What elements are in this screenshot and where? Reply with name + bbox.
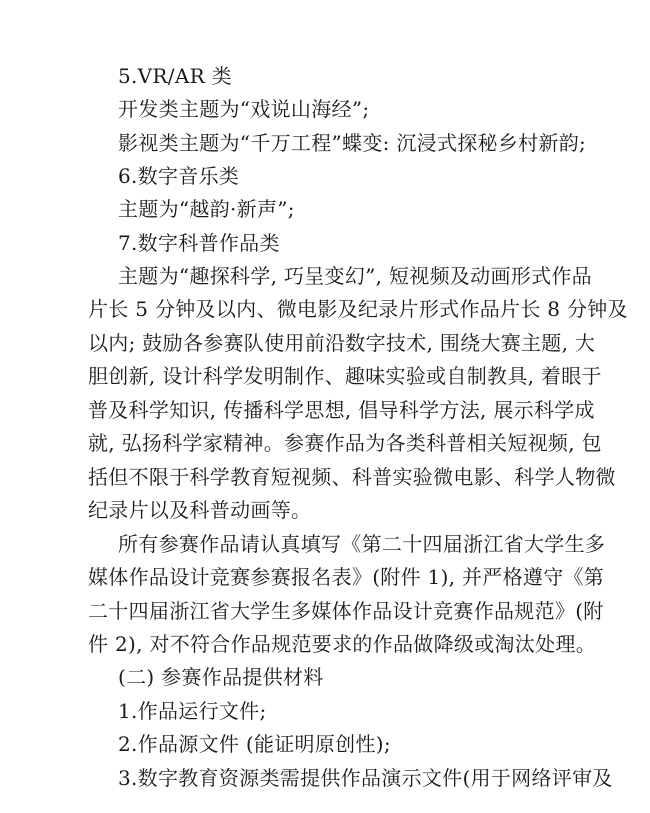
submission-paragraph-line: 所有参赛作品请认真填写《第二十四届浙江省大学生多: [118, 532, 606, 556]
music-theme: 主题为“越韵·新声”;: [118, 197, 295, 221]
science-paragraph-line: 胆创新, 设计科学发明制作、趣味实验或自制教具, 着眼于: [88, 364, 602, 388]
science-paragraph-line: 括但不限于科学教育短视频、科普实验微电影、科学人物微: [88, 465, 616, 489]
submission-paragraph-line: 媒体作品设计竞赛参赛报名表》(附件 1), 并严格遵守《第: [88, 565, 605, 589]
submission-paragraph-line: 二十四届浙江省大学生多媒体作品设计竞赛作品规范》(附: [88, 599, 604, 623]
science-paragraph-line: 以内; 鼓励各参赛队使用前沿数字技术, 围绕大赛主题, 大: [88, 331, 596, 355]
materials-item-3: 3.数字教育资源类需提供作品演示文件(用于网络评审及: [118, 766, 613, 790]
submission-paragraph-line: 件 2), 对不符合作品规范要求的作品做降级或淘汰处理。: [88, 632, 596, 656]
science-paragraph-line: 片长 5 分钟及以内、微电影及纪录片形式作品片长 8 分钟及: [88, 297, 628, 321]
section-materials-heading: (二) 参赛作品提供材料: [118, 665, 324, 689]
item-science-heading: 7.数字科普作品类: [118, 231, 280, 255]
science-paragraph-line: 普及科学知识, 传播科学思想, 倡导科学方法, 展示科学成: [88, 398, 595, 422]
science-paragraph-line: 就, 弘扬科学家精神。参赛作品为各类科普相关短视频, 包: [88, 431, 602, 455]
item-music-heading: 6.数字音乐类: [118, 164, 240, 188]
vr-dev-theme: 开发类主题为“戏说山海经”;: [118, 97, 370, 121]
item-vr-ar-heading: 5.VR/AR 类: [118, 64, 232, 88]
science-paragraph-line: 纪录片以及科普动画等。: [88, 498, 312, 522]
materials-item-2: 2.作品源文件 (能证明原创性);: [118, 732, 391, 756]
vr-film-theme: 影视类主题为“千万工程”蝶变: 沉浸式探秘乡村新韵;: [118, 131, 587, 155]
materials-item-1: 1.作品运行文件;: [118, 699, 267, 723]
science-paragraph-line: 主题为“趣探科学, 巧呈变幻”, 短视频及动画形式作品: [118, 264, 592, 288]
